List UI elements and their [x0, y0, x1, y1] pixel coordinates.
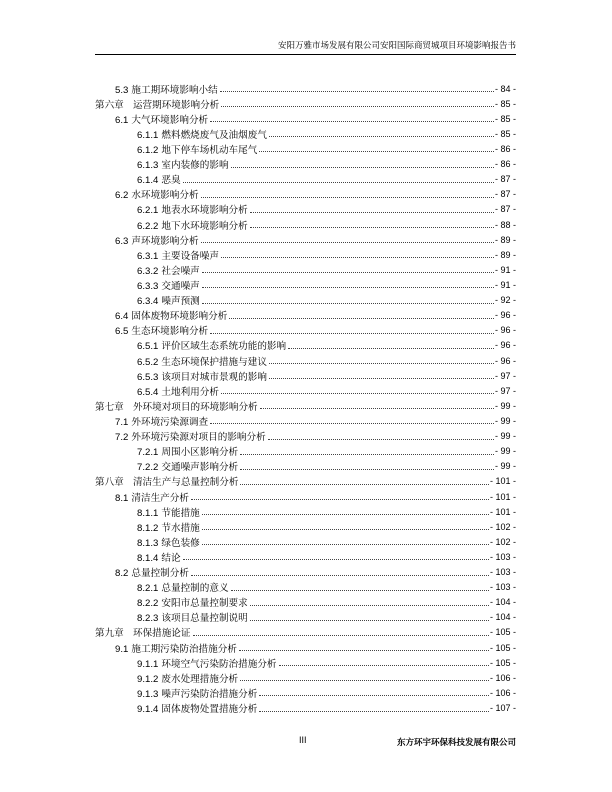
toc-entry[interactable] [95, 580, 516, 595]
toc-entry-title: 清洁生产与总量控制分析 [132, 477, 239, 489]
toc-entry-title: 水环境影响分析 [131, 190, 199, 202]
toc-entry[interactable] [95, 670, 516, 685]
toc-entry-page: - 105 - [489, 657, 516, 668]
toc-entry-page: - 99 - [494, 461, 516, 472]
toc-entry-number: 8.1 [115, 492, 129, 504]
toc-dot-leader [210, 113, 494, 122]
toc-dot-leader [259, 703, 489, 712]
toc-entry-label [137, 172, 182, 186]
toc-entry-page: - 91 - [494, 264, 516, 275]
toc-entry[interactable] [95, 96, 516, 111]
toc-dot-leader [250, 597, 489, 606]
toc-entry-page: - 104 - [489, 597, 516, 608]
toc-entry-number: 8.2.3 [137, 613, 159, 625]
toc-entry-label [137, 157, 230, 171]
toc-dot-leader [183, 551, 489, 560]
toc-entry-number: 5.3 [115, 84, 129, 96]
toc-entry-page: - 96 - [494, 355, 516, 366]
toc-entry[interactable] [95, 429, 516, 444]
toc-entry-number: 6.5.2 [137, 356, 159, 368]
toc-dot-leader [202, 279, 494, 288]
toc-entry-page: - 103 - [489, 582, 516, 593]
toc-dot-leader [250, 204, 494, 213]
toc-entry-number: 7.2 [115, 432, 129, 444]
toc-entry-label [137, 610, 249, 624]
toc-entry-page: - 106 - [489, 687, 516, 698]
toc-entry-page: - 101 - [489, 506, 516, 517]
toc-entry-number: 6.5.1 [137, 341, 159, 353]
toc-entry-page: - 87 - [494, 174, 516, 185]
toc-entry-label [115, 82, 219, 96]
toc-dot-leader [240, 672, 489, 681]
toc-entry-number: 第七章 [95, 401, 124, 413]
toc-entry[interactable] [95, 141, 516, 156]
toc-entry[interactable] [95, 157, 516, 172]
toc-entry[interactable] [95, 519, 516, 534]
toc-entry-title: 主要设备噪声 [161, 250, 219, 262]
toc-entry-number: 第八章 [95, 477, 124, 489]
toc-dot-leader [250, 612, 489, 621]
toc-entry-page: - 101 - [489, 491, 516, 502]
toc-entry-number: 6.5 [115, 326, 129, 338]
toc-entry-page: - 86 - [494, 143, 516, 154]
toc-entry[interactable] [95, 368, 516, 383]
toc-entry-title: 环境空气污染防治措施分析 [161, 658, 277, 670]
toc-entry-number: 8.2 [115, 568, 129, 580]
toc-entry-page: - 99 - [494, 431, 516, 442]
toc-dot-leader [240, 476, 489, 485]
toc-entry-label [137, 505, 201, 519]
toc-entry-label [137, 444, 239, 458]
toc-entry-title: 恶臭 [161, 175, 181, 187]
toc-entry-number: 6.5.4 [137, 386, 159, 398]
toc-entry-title: 总量控制分析 [131, 568, 189, 580]
toc-entry-label [115, 308, 228, 322]
toc-entry-title: 生态环境影响分析 [131, 326, 209, 338]
toc-entry-title: 地表水环境影响分析 [161, 205, 248, 217]
toc-entry-label [137, 520, 201, 534]
toc-entry-label [115, 641, 238, 655]
toc-entry[interactable] [95, 217, 516, 232]
toc-entry-number: 6.3 [115, 235, 129, 247]
toc-entry-number: 8.1.1 [137, 507, 159, 519]
toc-entry-number: 6.1.3 [137, 160, 159, 172]
toc-entry-page: - 102 - [489, 521, 516, 532]
toc-entry-title: 噪声预测 [161, 296, 200, 308]
toc-entry-title: 外环境对项目的环境影响分析 [132, 401, 258, 413]
toc-entry[interactable] [95, 232, 516, 247]
toc-entry-label [115, 490, 190, 504]
toc-entry-page: - 85 - [494, 113, 516, 124]
toc-entry[interactable] [95, 353, 516, 368]
toc-entry-number: 第九章 [95, 628, 124, 640]
toc-entry-page: - 103 - [489, 551, 516, 562]
toc-dot-leader [250, 219, 494, 228]
toc-entry-title: 该项目对城市景观的影响 [161, 371, 267, 383]
toc-entry-label [137, 278, 201, 292]
toc-entry-number: 6.3.4 [137, 296, 159, 308]
toc-entry-number: 8.2.1 [137, 583, 159, 595]
toc-entry-number: 8.2.2 [137, 598, 159, 610]
toc-dot-leader [240, 446, 494, 455]
toc-entry-number: 6.5.3 [137, 371, 159, 383]
toc-entry-number: 8.1.2 [137, 522, 159, 534]
toc-entry-page: - 99 - [494, 415, 516, 426]
toc-entry-title: 室内装修的影响 [161, 160, 229, 172]
toc-dot-leader [201, 234, 494, 243]
toc-entry-label [115, 323, 209, 337]
toc-entry-page: - 85 - [494, 98, 516, 109]
toc-dot-leader [202, 264, 494, 273]
toc-entry-title: 社会噪声 [161, 265, 200, 277]
toc-entry-page: - 107 - [489, 703, 516, 714]
toc-dot-leader [240, 461, 494, 470]
toc-entry-number: 9.1.2 [137, 673, 159, 685]
toc-entry[interactable] [95, 489, 516, 504]
toc-entry-title: 生态环境保护措施与建议 [161, 356, 267, 368]
toc-entry-label [95, 97, 220, 111]
toc-entry[interactable] [95, 610, 516, 625]
toc-entry-label [137, 338, 287, 352]
toc-dot-leader [221, 98, 494, 107]
toc-entry-number: 6.1.4 [137, 175, 159, 187]
toc-entry-page: - 101 - [489, 476, 516, 487]
toc-entry-title: 评价区域生态系统功能的影响 [161, 341, 287, 353]
toc-entry-label [115, 233, 200, 247]
toc-entry-label [137, 127, 268, 141]
toc-entry-page: - 102 - [489, 536, 516, 547]
toc-dot-leader [191, 567, 489, 576]
toc-entry-title: 环保措施论证 [132, 628, 191, 640]
toc-entry[interactable] [95, 504, 516, 519]
toc-entry-page: - 96 - [494, 340, 516, 351]
toc-dot-leader [269, 128, 494, 137]
toc-entry-number: 6.2.2 [137, 220, 159, 232]
toc-entry[interactable] [95, 413, 516, 428]
toc-entry-number: 7.2.2 [137, 462, 159, 474]
toc-entry-page: - 97 - [494, 385, 516, 396]
toc-entry-number: 6.1.1 [137, 129, 159, 141]
toc-entry-page: - 105 - [489, 642, 516, 653]
toc-dot-leader [259, 143, 494, 152]
toc-entry-page: - 104 - [489, 612, 516, 623]
toc-entry[interactable] [95, 277, 516, 292]
toc-entry-number: 6.3.3 [137, 280, 159, 292]
toc-dot-leader [191, 491, 489, 500]
toc-entry-number: 9.1.3 [137, 688, 159, 700]
toc-dot-leader [210, 325, 494, 334]
toc-entry-page: - 92 - [494, 295, 516, 306]
toc-entry-label [137, 580, 230, 594]
toc-entry-title: 外环境污染源对项目的影响分析 [131, 432, 266, 444]
toc-dot-leader [220, 83, 494, 92]
toc-entry[interactable] [95, 81, 516, 96]
table-of-contents [95, 81, 516, 716]
running-header [95, 40, 516, 55]
toc-entry-number: 9.1.4 [137, 704, 159, 716]
toc-entry-label [115, 187, 200, 201]
toc-entry[interactable] [95, 640, 516, 655]
toc-entry-title: 总量控制的意义 [161, 583, 229, 595]
toc-dot-leader [269, 355, 494, 364]
toc-entry[interactable] [95, 338, 516, 353]
toc-entry[interactable] [95, 700, 516, 715]
toc-entry[interactable] [95, 247, 516, 262]
toc-dot-leader [202, 521, 489, 530]
toc-entry-number: 6.3.2 [137, 265, 159, 277]
toc-entry-page: - 88 - [494, 219, 516, 230]
toc-entry-page: - 99 - [494, 446, 516, 457]
toc-entry-title: 清洁生产分析 [131, 492, 189, 504]
toc-entry-label [137, 535, 201, 549]
toc-dot-leader [210, 415, 494, 424]
toc-entry-label [137, 595, 249, 609]
toc-entry[interactable] [95, 565, 516, 580]
toc-entry[interactable] [95, 444, 516, 459]
toc-dot-leader [259, 687, 489, 696]
toc-dot-leader [260, 400, 494, 409]
toc-entry-label [137, 701, 258, 715]
toc-entry-label [115, 565, 190, 579]
toc-entry[interactable] [95, 202, 516, 217]
toc-entry-label [115, 414, 209, 428]
toc-dot-leader [229, 310, 494, 319]
toc-entry-title: 地下停车场机动车尾气 [161, 144, 258, 156]
toc-entry-label [115, 112, 209, 126]
toc-entry-label [137, 263, 201, 277]
toc-entry[interactable] [95, 308, 516, 323]
toc-entry-label [95, 474, 239, 488]
toc-entry-title: 节水措施 [161, 522, 200, 534]
toc-entry-number: 6.2 [115, 190, 129, 202]
toc-entry-label [115, 429, 267, 443]
toc-dot-leader [231, 582, 489, 591]
toc-dot-leader [239, 642, 489, 651]
toc-entry[interactable] [95, 685, 516, 700]
toc-entry-page: - 86 - [494, 159, 516, 170]
toc-entry-number: 第六章 [95, 99, 124, 111]
toc-entry-title: 施工期环境影响小结 [131, 84, 218, 96]
toc-entry[interactable] [95, 595, 516, 610]
toc-entry-label [137, 354, 268, 368]
toc-dot-leader [279, 657, 489, 666]
toc-entry-title: 声环境影响分析 [131, 235, 199, 247]
toc-entry-number: 8.1.3 [137, 537, 159, 549]
toc-entry[interactable] [95, 459, 516, 474]
toc-entry-page: - 103 - [489, 567, 516, 578]
toc-entry-title: 大气环境影响分析 [131, 114, 209, 126]
toc-entry[interactable] [95, 398, 516, 413]
toc-entry[interactable] [95, 625, 516, 640]
footer-company: 东方环宇环保科技发展有限公司 [396, 738, 516, 748]
toc-entry-label [137, 656, 278, 670]
toc-entry-page: - 96 - [494, 325, 516, 336]
toc-dot-leader [269, 370, 494, 379]
toc-entry-page: - 99 - [494, 400, 516, 411]
toc-entry-number: 7.1 [115, 416, 129, 428]
toc-dot-leader [231, 159, 494, 168]
toc-entry-label [137, 202, 249, 216]
toc-entry-label [137, 686, 258, 700]
toc-entry-page: - 105 - [489, 627, 516, 638]
toc-entry[interactable] [95, 383, 516, 398]
toc-entry-title: 地下水环境影响分析 [161, 220, 248, 232]
toc-entry-page: - 89 - [494, 234, 516, 245]
toc-dot-leader [193, 627, 489, 636]
toc-entry-title: 结论 [161, 552, 181, 564]
toc-entry-title: 固体废物环境影响分析 [131, 311, 228, 323]
toc-entry[interactable] [95, 187, 516, 202]
toc-dot-leader [221, 385, 494, 394]
toc-entry[interactable] [95, 293, 516, 308]
toc-entry-title: 废水处理措施分析 [161, 673, 239, 685]
toc-entry[interactable] [95, 474, 516, 489]
toc-entry-page: - 106 - [489, 672, 516, 683]
toc-entry[interactable] [95, 549, 516, 564]
toc-entry-label [137, 459, 239, 473]
header-title: 安阳万雅市场发展有限公司安阳国际商贸城项目环境影响报告书 [277, 41, 516, 51]
toc-entry-label [137, 550, 182, 564]
toc-entry-number: 9.1 [115, 643, 129, 655]
toc-entry-title: 节能措施 [161, 507, 200, 519]
toc-dot-leader [288, 340, 494, 349]
toc-entry-label [137, 293, 201, 307]
toc-entry[interactable] [95, 126, 516, 141]
toc-entry-title: 交通噪声影响分析 [161, 462, 239, 474]
toc-entry-title: 安阳市总量控制要求 [161, 598, 248, 610]
toc-entry-title: 固体废物处置措施分析 [161, 704, 258, 716]
toc-entry-number: 6.4 [115, 311, 129, 323]
toc-entry[interactable] [95, 655, 516, 670]
toc-entry-title: 噪声污染防治措施分析 [161, 688, 258, 700]
toc-entry-title: 施工期污染防治措施分析 [131, 643, 237, 655]
toc-entry-number: 6.1 [115, 114, 129, 126]
toc-entry[interactable] [95, 111, 516, 126]
toc-entry-label [137, 248, 220, 262]
toc-entry-label [137, 671, 239, 685]
toc-entry-number: 8.1.4 [137, 552, 159, 564]
toc-entry-page: - 91 - [494, 279, 516, 290]
toc-entry-label [95, 625, 192, 639]
toc-entry-title: 周围小区影响分析 [161, 447, 239, 459]
toc-entry-title: 该项目总量控制说明 [161, 613, 248, 625]
page-number: III [299, 735, 307, 745]
toc-entry-page: - 85 - [494, 128, 516, 139]
toc-entry-title: 燃料燃烧废气及油烟废气 [161, 129, 267, 141]
toc-dot-leader [202, 295, 494, 304]
toc-entry[interactable] [95, 323, 516, 338]
toc-dot-leader [202, 536, 489, 545]
toc-entry-page: - 89 - [494, 249, 516, 260]
toc-entry-title: 绿色装修 [161, 537, 200, 549]
toc-entry-number: 6.2.1 [137, 205, 159, 217]
toc-entry-title: 运营期环境影响分析 [132, 99, 220, 111]
toc-entry-label [137, 369, 268, 383]
toc-entry-page: - 97 - [494, 370, 516, 381]
toc-entry-page: - 84 - [494, 83, 516, 94]
toc-entry-number: 7.2.1 [137, 447, 159, 459]
toc-entry-title: 土地利用分析 [161, 386, 219, 398]
toc-dot-leader [201, 189, 494, 198]
toc-dot-leader [183, 174, 494, 183]
toc-entry-page: - 87 - [494, 204, 516, 215]
toc-entry-number: 6.3.1 [137, 250, 159, 262]
toc-entry-number: 6.1.2 [137, 144, 159, 156]
toc-entry-label [137, 384, 220, 398]
toc-entry-page: - 96 - [494, 310, 516, 321]
toc-dot-leader [221, 249, 494, 258]
toc-entry-label [137, 218, 249, 232]
toc-entry-label [137, 142, 258, 156]
toc-entry-title: 外环境污染源调查 [131, 416, 209, 428]
toc-entry-label [95, 399, 259, 413]
toc-entry[interactable] [95, 172, 516, 187]
toc-dot-leader [268, 431, 494, 440]
toc-entry-title: 交通噪声 [161, 280, 200, 292]
toc-entry-page: - 87 - [494, 189, 516, 200]
toc-entry[interactable] [95, 262, 516, 277]
toc-entry-number: 9.1.1 [137, 658, 159, 670]
toc-entry[interactable] [95, 534, 516, 549]
toc-dot-leader [202, 506, 489, 515]
